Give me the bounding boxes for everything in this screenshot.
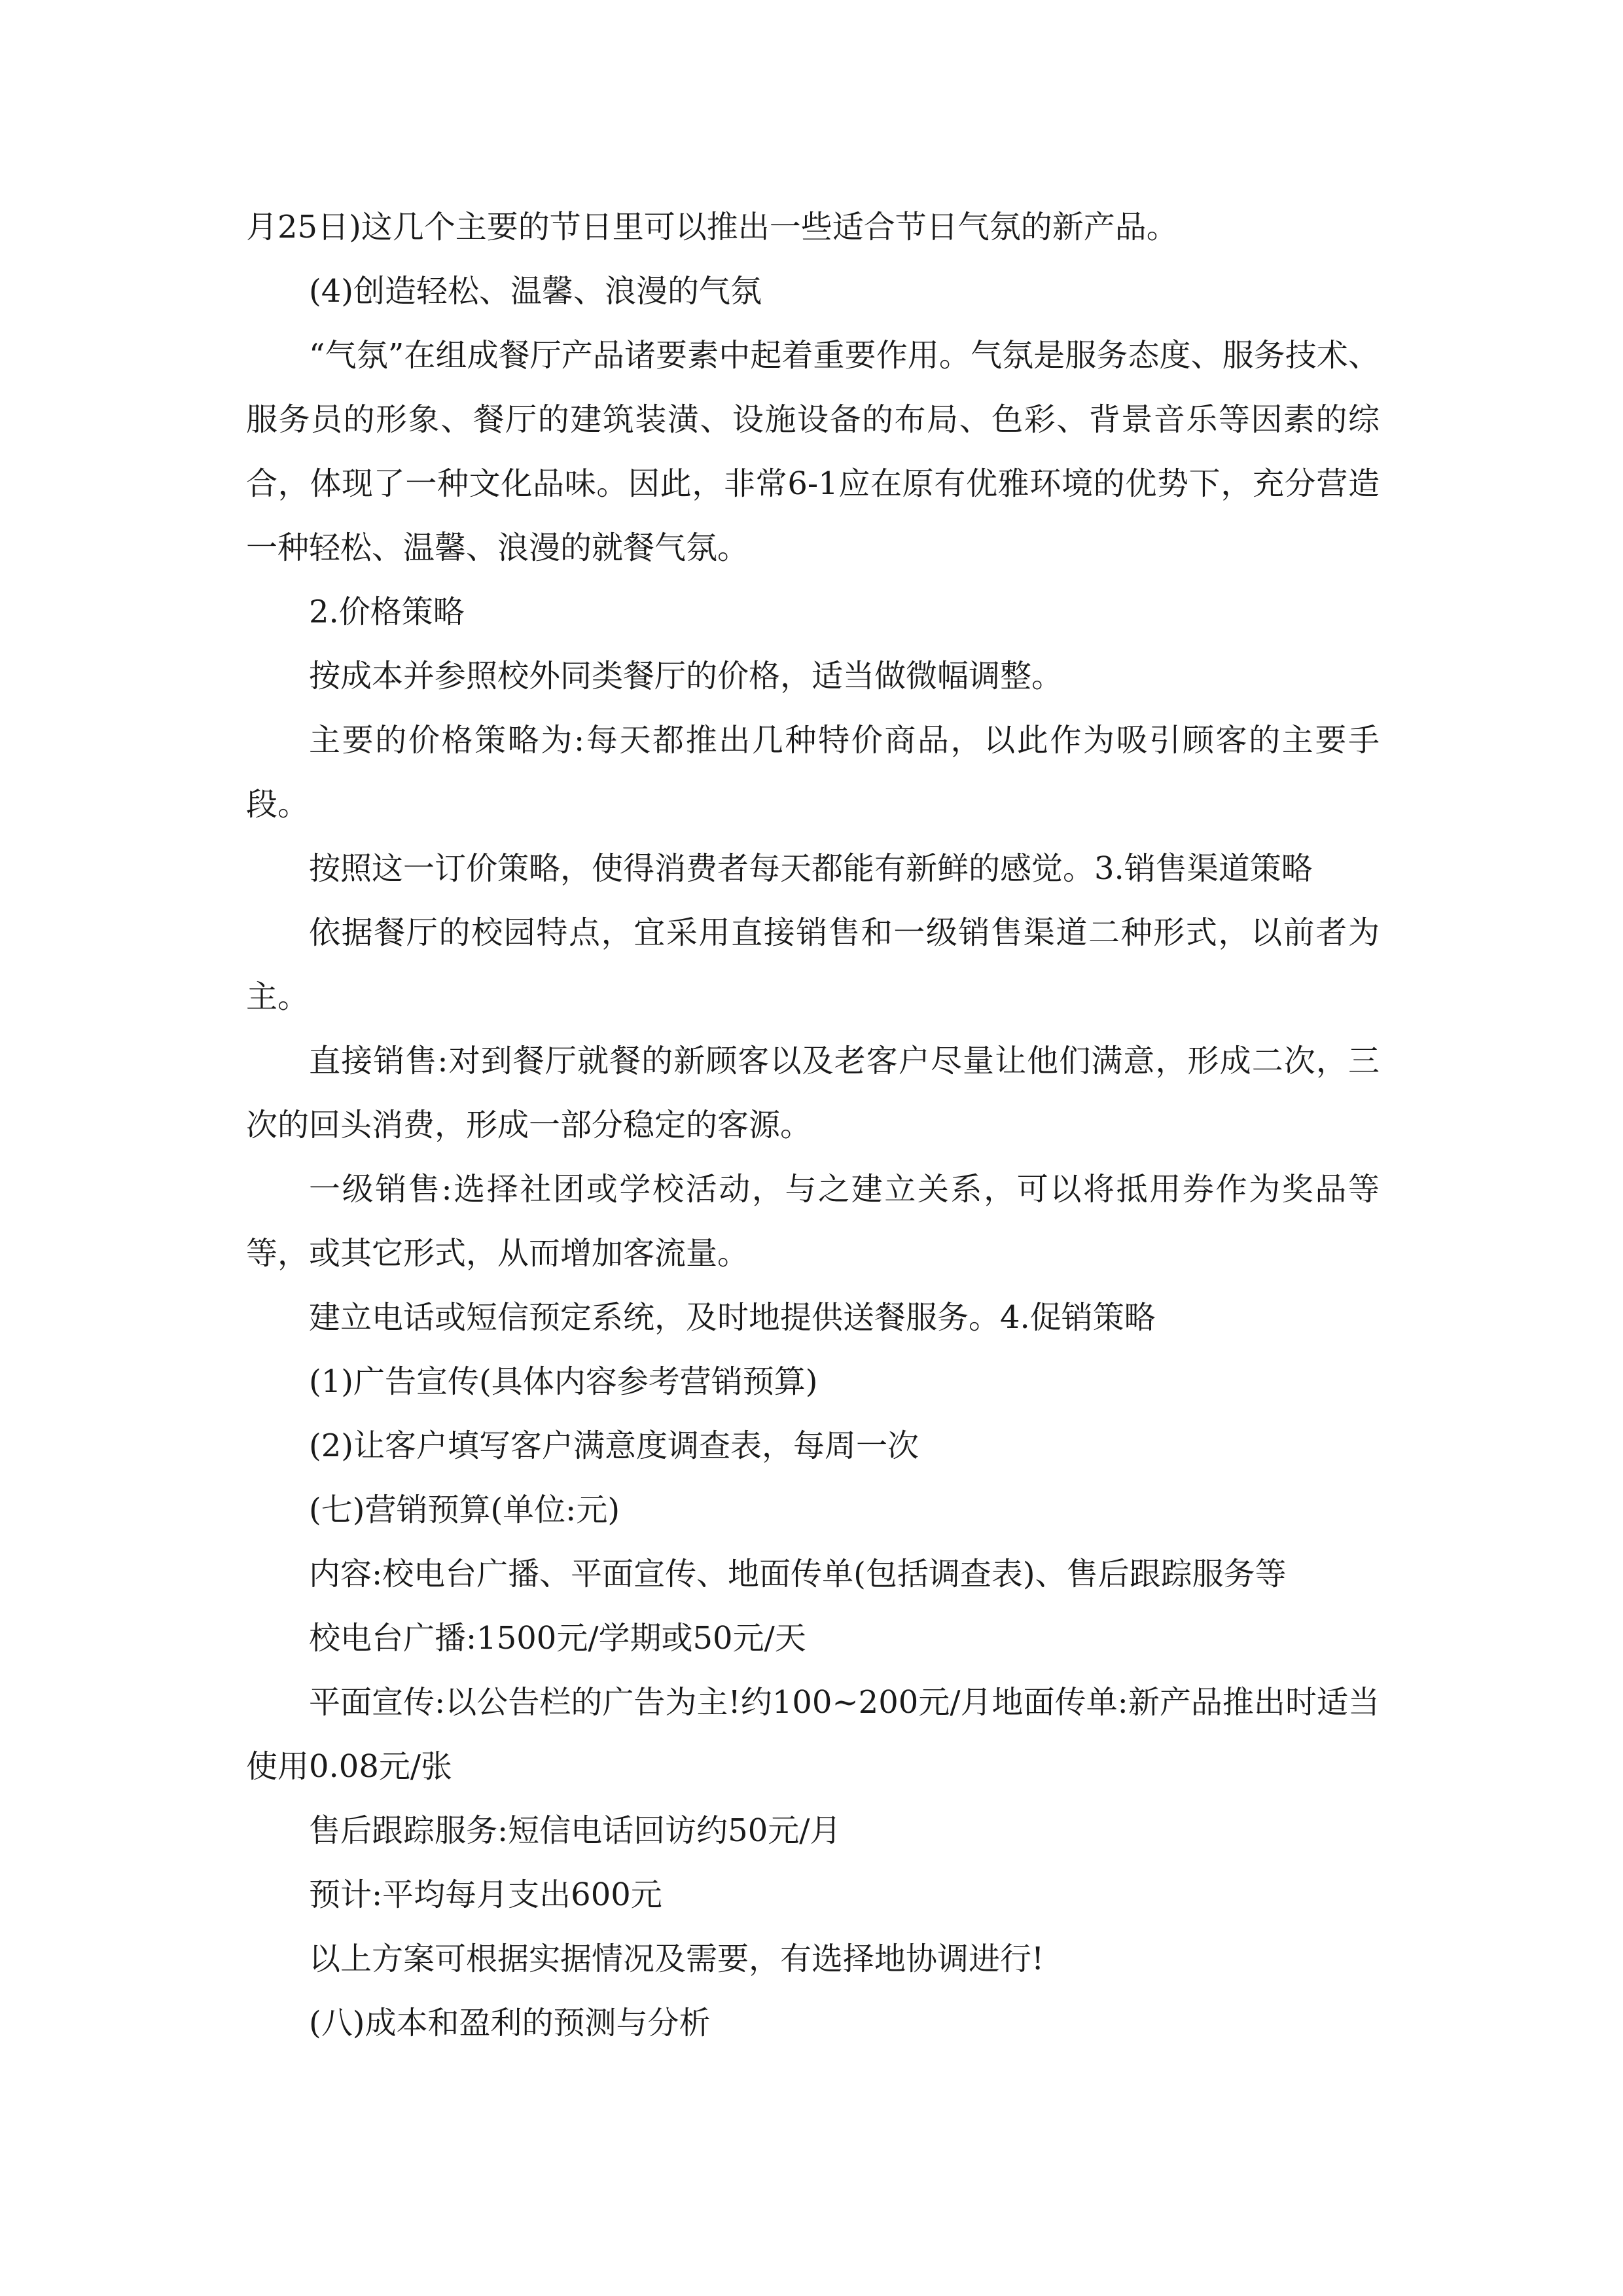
paragraph: 以上方案可根据实据情况及需要，有选择地协调进行!: [309, 1941, 1044, 1977]
paragraph: 校电台广播:1500元/学期或50元/天: [309, 1620, 806, 1657]
paragraph: 内容:校电台广播、平面宣传、地面传单(包括调查表)、售后跟踪服务等: [309, 1556, 1287, 1592]
section-heading: (七)营销预算(单位:元): [309, 1492, 620, 1528]
section-heading: 2.价格策略: [309, 594, 465, 630]
paragraph: 按成本并参照校外同类餐厅的价格，适当做微幅调整。: [309, 658, 1063, 694]
section-heading: (八)成本和盈利的预测与分析: [309, 2005, 711, 2041]
paragraph: (4)创造轻松、温馨、浪漫的气氛: [309, 273, 762, 310]
paragraph: 月25日)这几个主要的节日里可以推出一些适合节日气氛的新产品。: [246, 209, 1178, 245]
paragraph: 平面宣传:以公告栏的广告为主!约100~200元/月地面传单:新产品推出时适当使用0.08元/张: [246, 1684, 1380, 1785]
paragraph: 直接销售:对到餐厅就餐的新顾客以及老客户尽量让他们满意，形成二次，三次的回头消费，形成一部分稳定的客源。: [246, 1043, 1380, 1143]
paragraph: 按照这一订价策略，使得消费者每天都能有新鲜的感觉。3.销售渠道策略: [309, 850, 1313, 887]
paragraph: 一级销售:选择社团或学校活动，与之建立关系，可以将抵用券作为奖品等等，或其它形式，从而增加客流量。: [246, 1171, 1380, 1272]
document-body: [246, 195, 1380, 2055]
paragraph: 依据餐厅的校园特点，宜采用直接销售和一级销售渠道二种形式，以前者为主。: [246, 914, 1380, 1015]
paragraph: 预计:平均每月支出600元: [309, 1876, 662, 1913]
list-item: (1)广告宣传(具体内容参考营销预算): [309, 1363, 818, 1400]
paragraph: 售后跟踪服务:短信电话回访约50元/月: [309, 1812, 842, 1849]
paragraph: “气氛”在组成餐厅产品诸要素中起着重要作用。气氛是服务态度、服务技术、服务员的形象、餐厅的建筑装潢、设施设备的布局、色彩、背景音乐等因素的综合，体现了一种文化品味。因此，非常6-1应在原有优雅环境的优势下，充分营造一种轻松、温馨、浪漫的就餐气氛。: [246, 337, 1380, 566]
list-item: (2)让客户填写客户满意度调查表，每周一次: [309, 1427, 919, 1464]
paragraph: 建立电话或短信预定系统，及时地提供送餐服务。4.促销策略: [309, 1299, 1156, 1336]
paragraph: 主要的价格策略为:每天都推出几种特价商品，以此作为吸引顾客的主要手段。: [246, 722, 1380, 823]
